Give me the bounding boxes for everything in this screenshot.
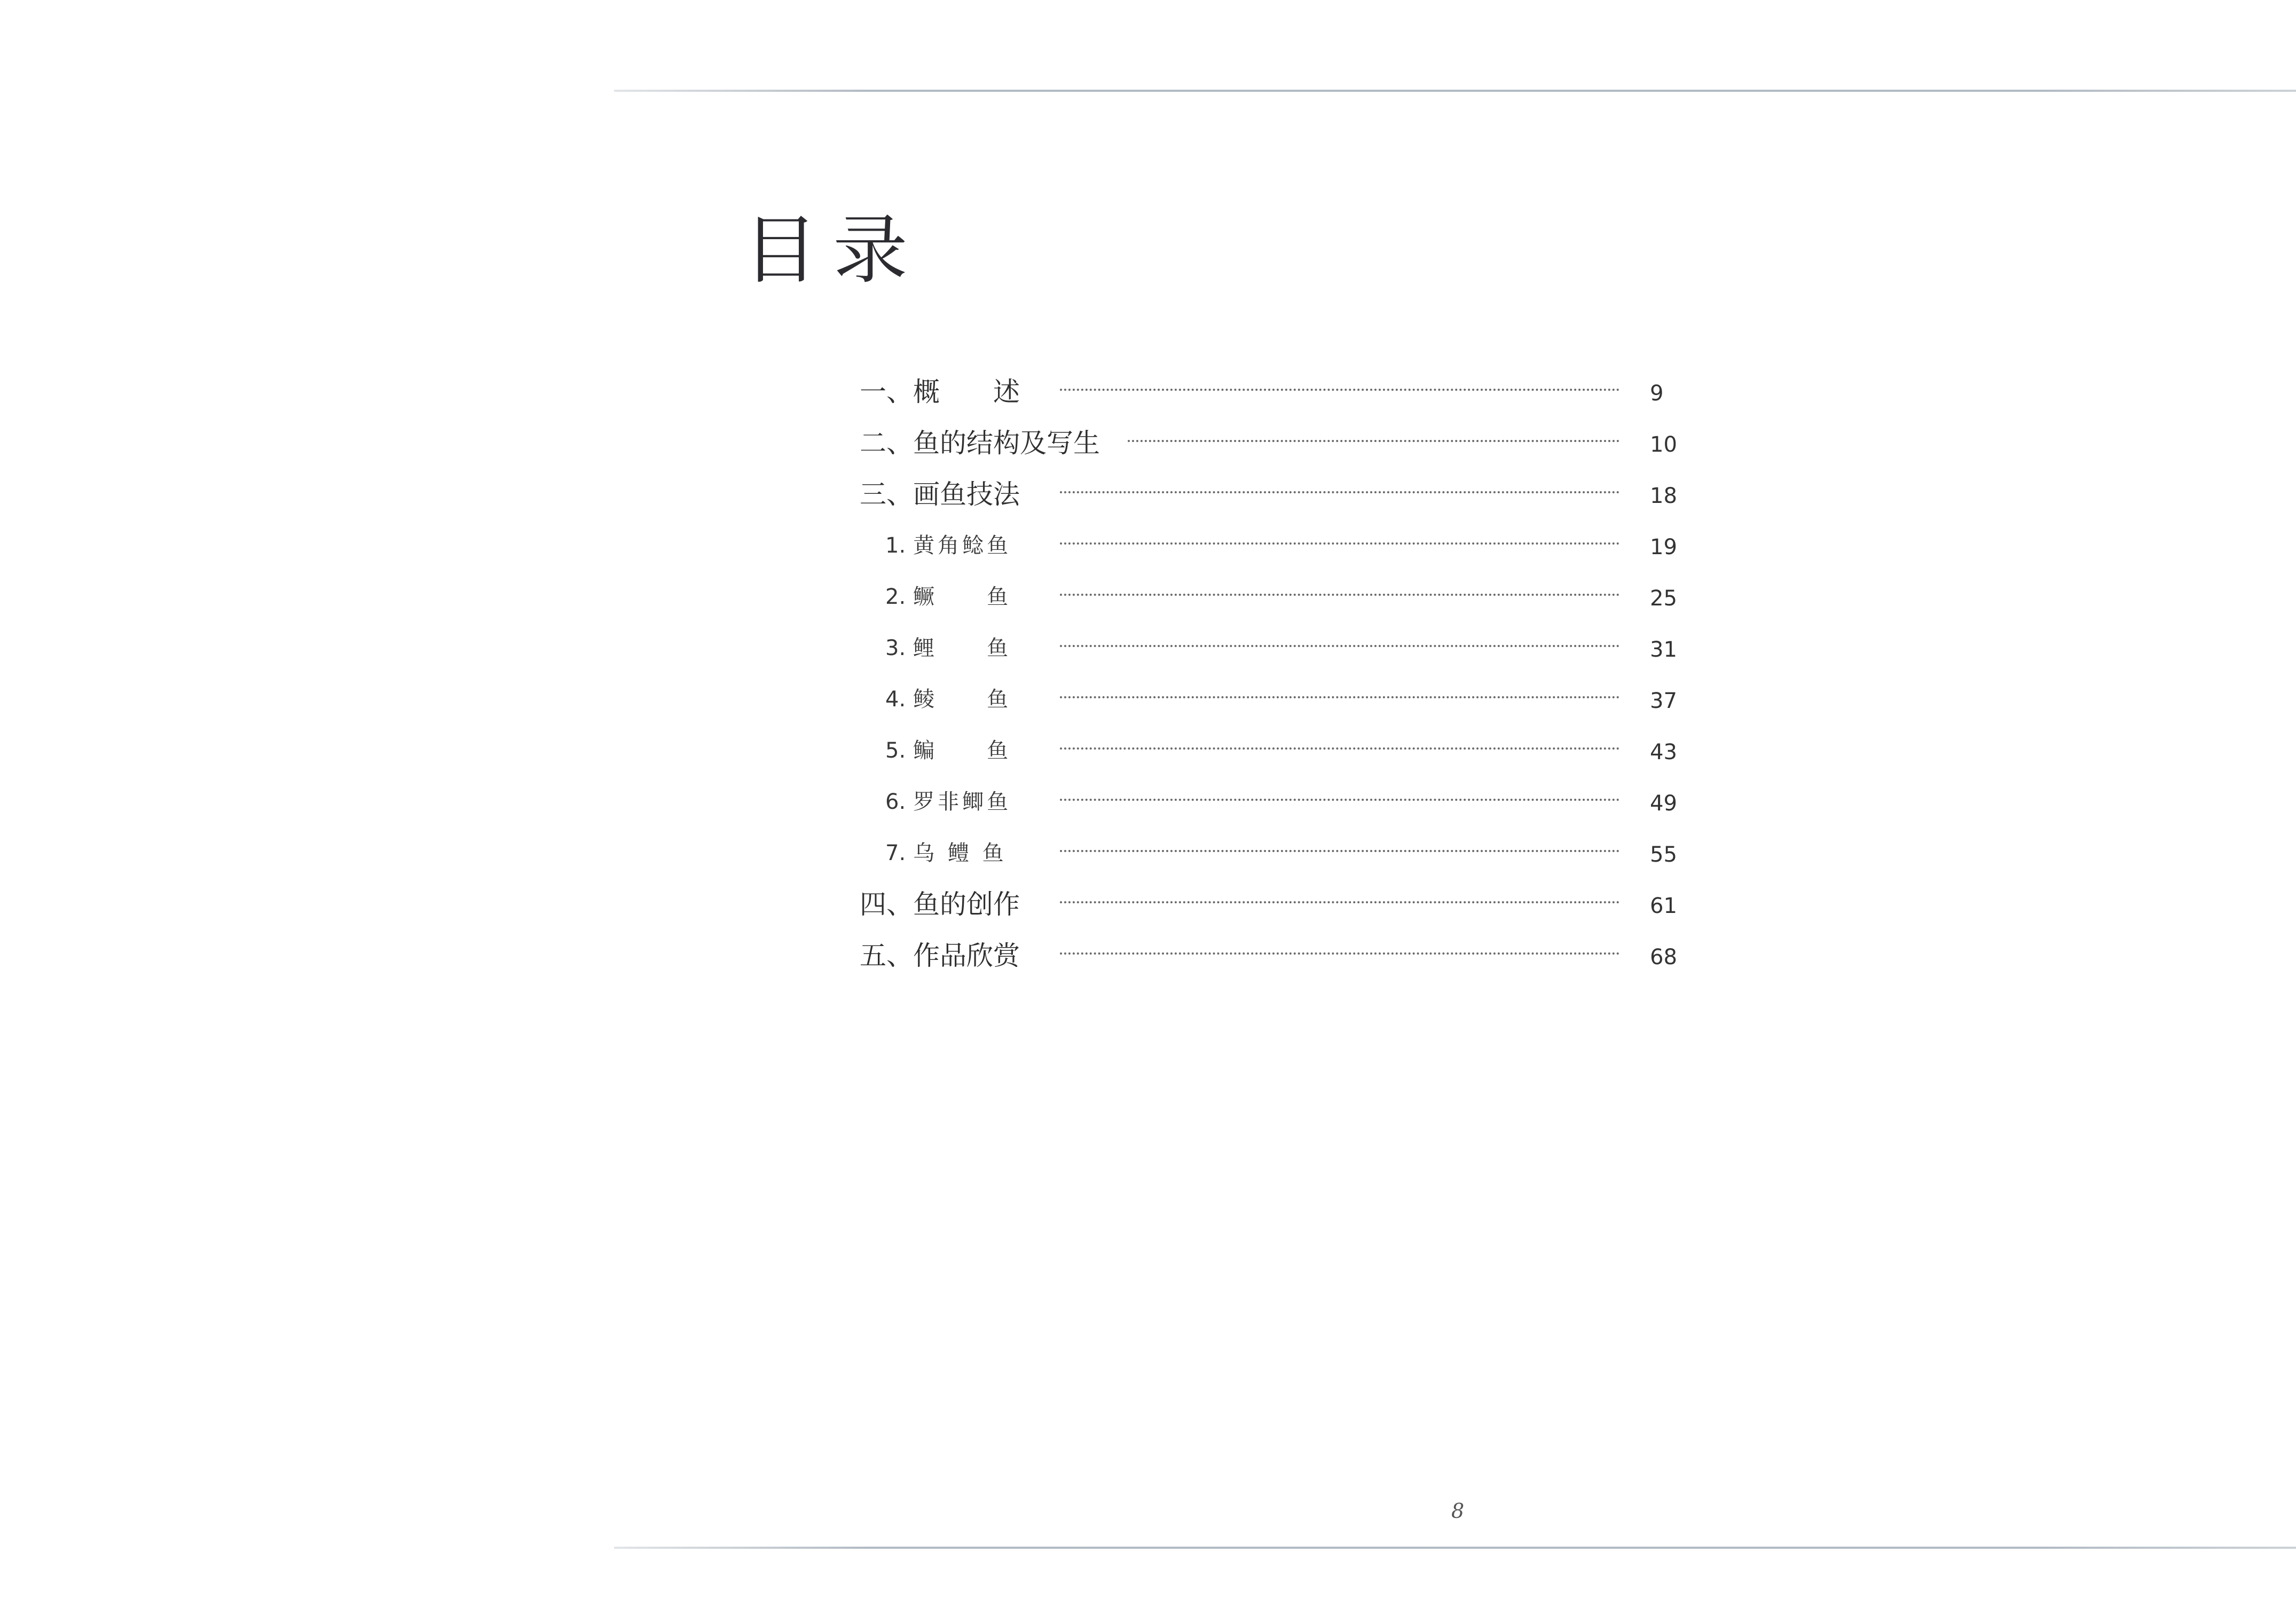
toc-leader-dots [1060, 594, 1619, 596]
toc-entry-page: 10 [1650, 432, 1677, 457]
toc-leader-dots [1060, 747, 1619, 750]
toc-entry-page: 55 [1650, 842, 1677, 867]
toc-entry-page: 43 [1650, 740, 1677, 765]
toc-subentry-label: 鲮 鱼 [913, 687, 1012, 712]
toc-entry[interactable] [860, 930, 1679, 981]
toc-entry-page: 37 [1650, 689, 1677, 713]
toc-entry[interactable] [860, 469, 1679, 520]
toc-leader-dots [1060, 491, 1619, 493]
toc-subentry-label: 黄角鲶鱼 [913, 533, 1012, 558]
toc-subentry-number: 4. [885, 687, 906, 712]
toc-entry-page: 49 [1650, 791, 1677, 816]
toc-subentry-title [885, 725, 1011, 776]
toc-subentry-number: 6. [885, 790, 906, 814]
toc-subentry-title [885, 828, 1007, 879]
toc-subentry-label: 罗非鲫鱼 [913, 790, 1012, 814]
toc-entry-title: 三、画鱼技法 [860, 479, 1020, 510]
toc-entry-title: 四、鱼的创作 [860, 889, 1020, 920]
toc-leader-dots [1060, 645, 1619, 647]
table-of-contents [860, 366, 1679, 981]
toc-subentry[interactable] [860, 776, 1679, 828]
toc-entry[interactable] [860, 366, 1679, 417]
toc-entry[interactable] [860, 417, 1679, 469]
toc-entry-title: 二、鱼的结构及写生 [860, 428, 1100, 459]
toc-leader-dots [1060, 542, 1619, 545]
toc-subentry-title [885, 623, 1011, 674]
toc-subentry[interactable] [860, 623, 1679, 674]
toc-entry-page: 9 [1650, 381, 1664, 406]
toc-leader-dots [1060, 696, 1619, 698]
toc-leader-dots [1060, 952, 1619, 955]
top-rule [614, 90, 2296, 92]
toc-subentry-number: 5. [885, 738, 906, 763]
toc-subentry-number: 7. [885, 841, 906, 865]
toc-entry-title: 五、作品欣赏 [860, 940, 1020, 971]
toc-leader-dots [1060, 799, 1619, 801]
toc-subentry-title [885, 520, 1011, 571]
toc-subentry-title [885, 776, 1011, 828]
bottom-rule [614, 1547, 2296, 1549]
toc-subentry-number: 3. [885, 636, 906, 660]
toc-leader-dots [1128, 440, 1619, 442]
toc-entry-title: 一、概 述 [860, 376, 1020, 407]
toc-subentry[interactable] [860, 571, 1679, 623]
toc-entry-page: 61 [1650, 894, 1677, 918]
toc-subentry-label: 鳜 鱼 [913, 585, 1012, 609]
toc-subentry[interactable] [860, 520, 1679, 571]
toc-entry-page: 31 [1650, 637, 1677, 662]
toc-subentry-title [885, 571, 1011, 623]
toc-subentry-label: 乌 鳢 鱼 [913, 841, 1007, 865]
toc-subentry-label: 鲤 鱼 [913, 636, 1012, 660]
toc-leader-dots [1060, 850, 1619, 852]
toc-leader-dots [1060, 389, 1619, 391]
toc-leader-dots [1060, 901, 1619, 903]
page-number: 8 [1451, 1499, 1465, 1523]
toc-subentry-title [885, 674, 1011, 725]
toc-entry-page: 68 [1650, 945, 1677, 970]
toc-subentry[interactable] [860, 725, 1679, 776]
toc-subentry-number: 2. [885, 585, 906, 609]
toc-subentry-number: 1. [885, 533, 906, 558]
toc-entry-page: 25 [1650, 586, 1677, 611]
toc-entry-page: 18 [1650, 484, 1677, 508]
toc-entry[interactable] [860, 879, 1679, 930]
page-title: 目录 [743, 207, 923, 294]
toc-entry-page: 19 [1650, 535, 1677, 560]
toc-subentry-label: 鳊 鱼 [913, 738, 1012, 763]
toc-subentry[interactable] [860, 674, 1679, 725]
toc-subentry[interactable] [860, 828, 1679, 879]
